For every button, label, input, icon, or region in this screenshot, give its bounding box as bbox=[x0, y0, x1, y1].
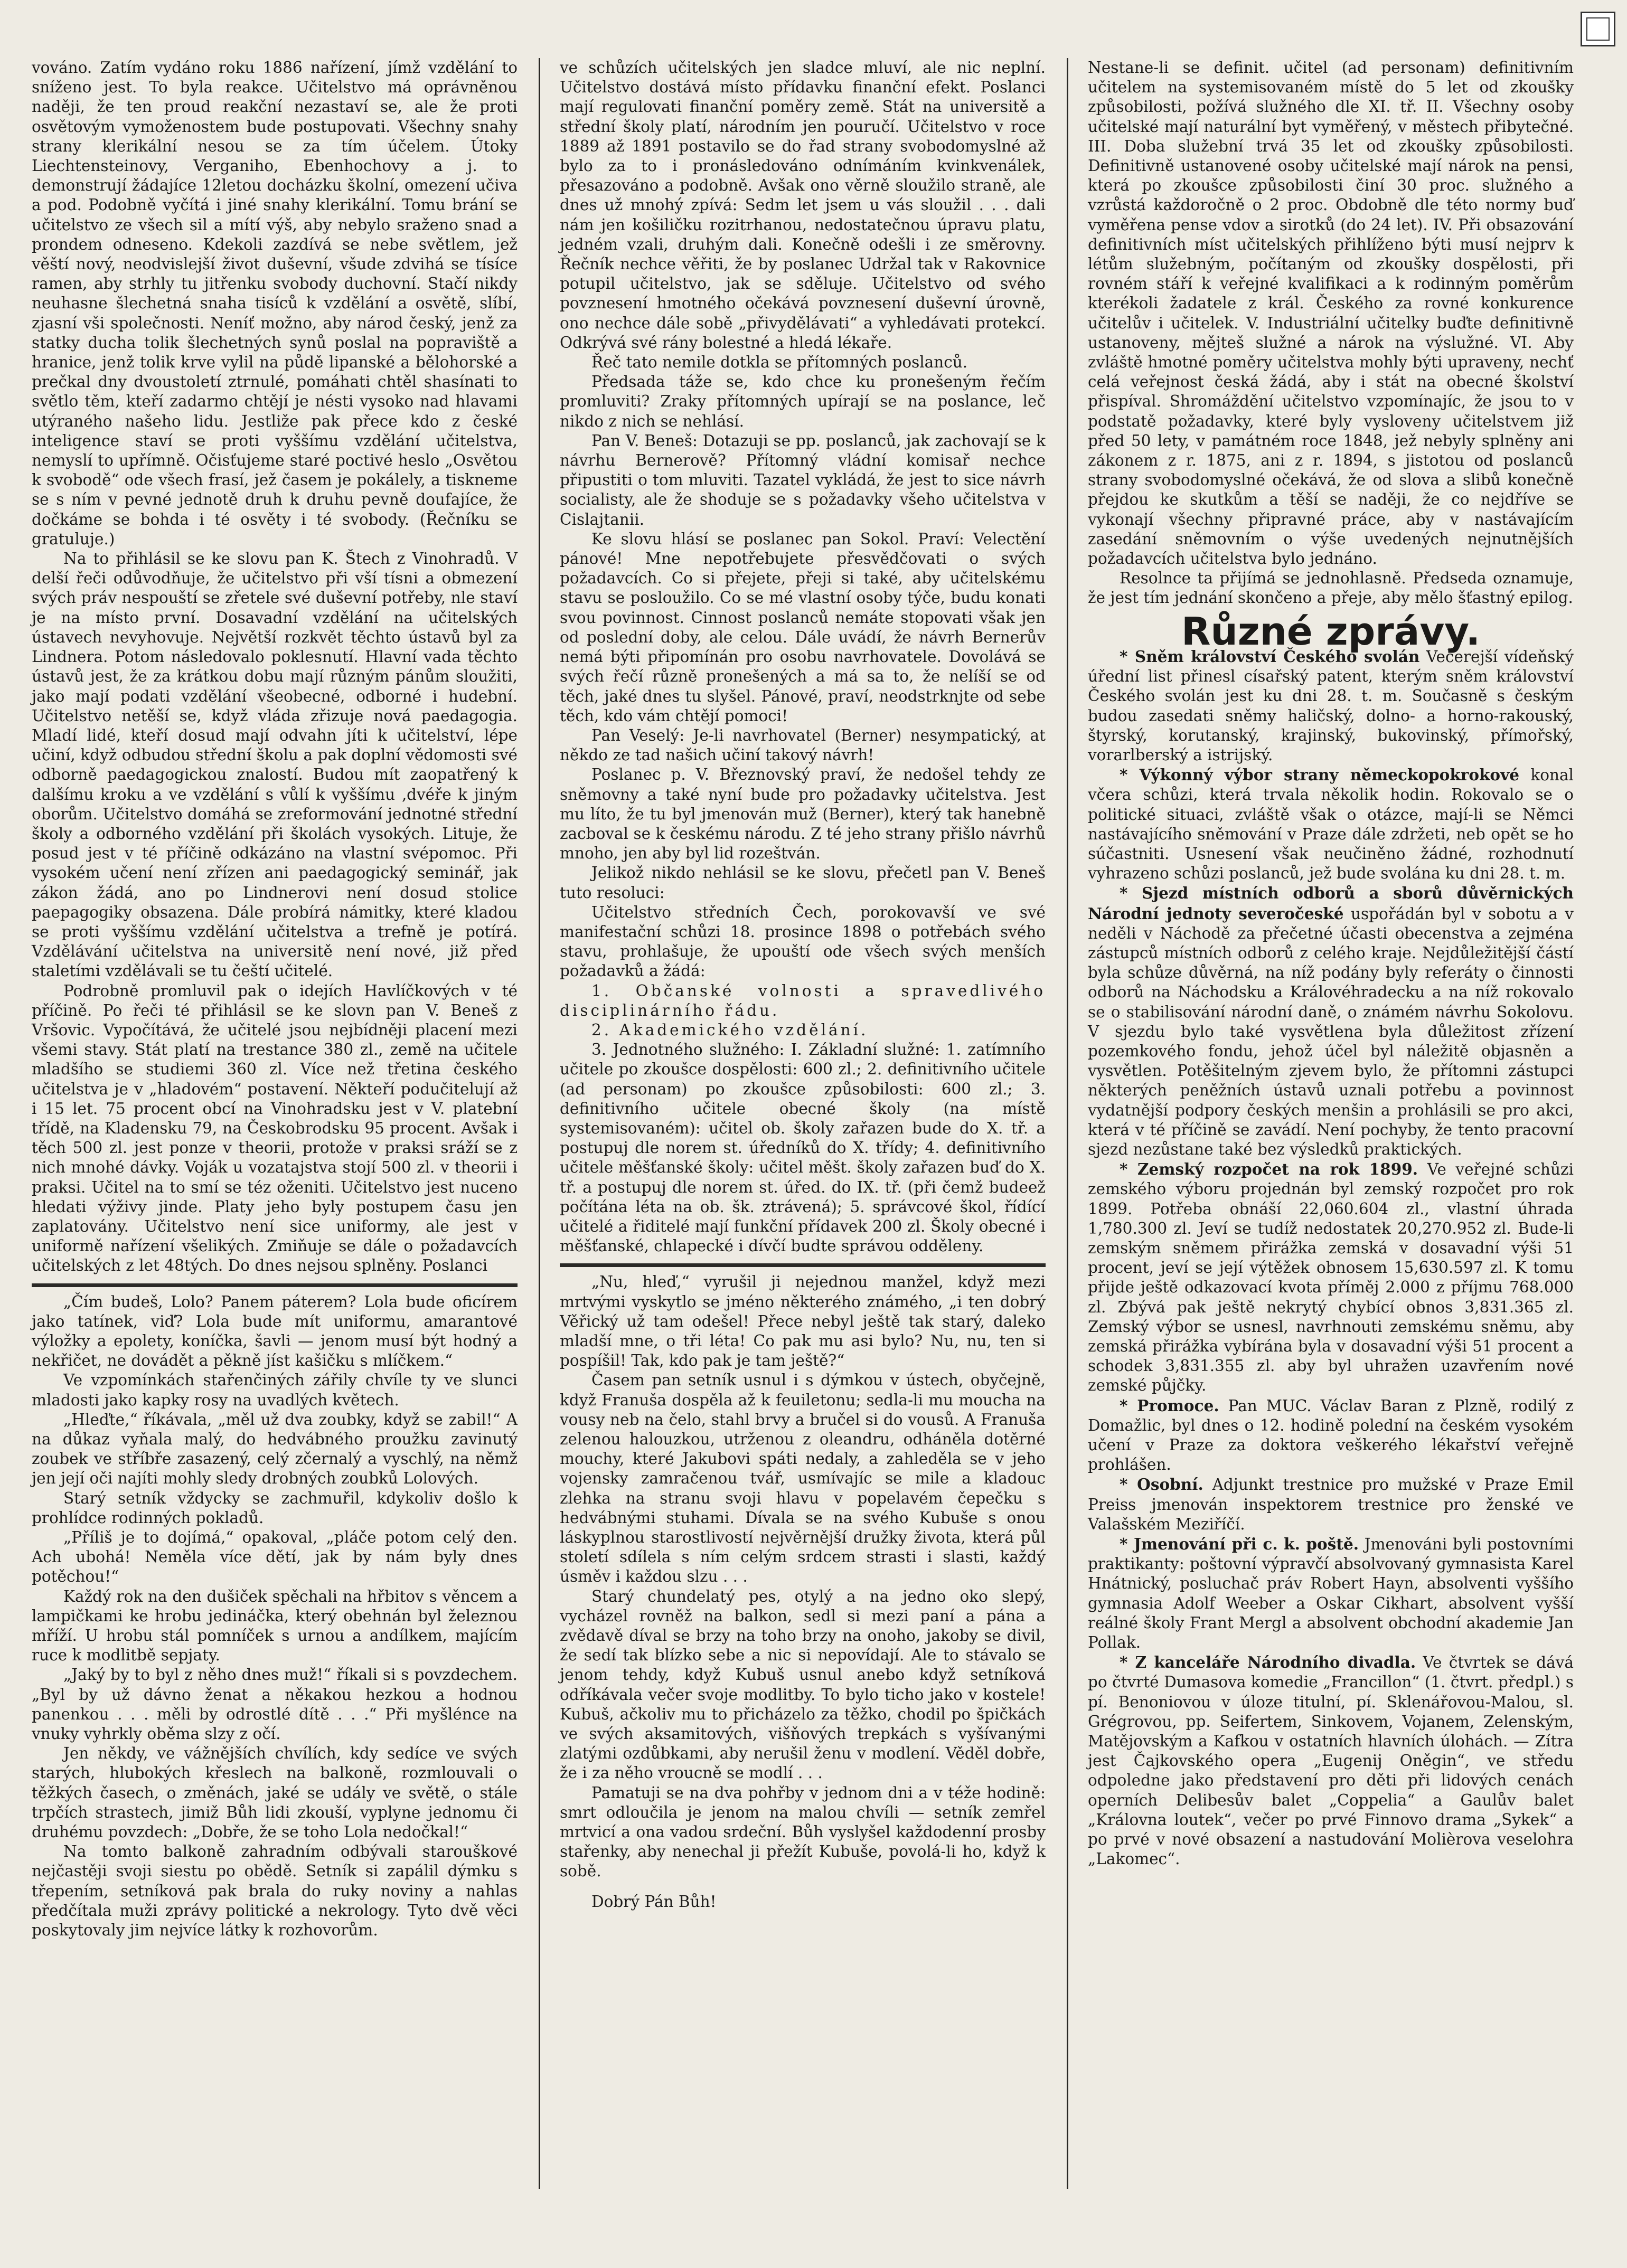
news-item bbox=[1088, 1652, 1574, 1869]
article-paragraph: Na to přihlásil se ke slovu pan K. Štech z Vinohradů. V delší řeči odůvodňuje, že učitelstvo při vší tísni a obmezení svých práv nespouští se zřetele své duševní potřeby, nle staví je na místo první. Dosavadní vzdělání na učitelských ústavech nevyhovuje. Největší rozkvět těchto ústavů byl za Lindnera. Potom následovalo poklesnutí. Hlavní vada těchto ústavů jest, že za krátkou dobu mají různým pánům sloužiti, jako mají podati vzdělání všeobecné, odborné i hudební. Učitelstvo netěší se, když vláda zřizuje nová paedagogia. Mladí lidé, kteří dosud mají odvahn jíti k učitelství, lépe učiní, když odbudou střední školu a pak doplní vědomosti své odborně paedagogickou znalostí. Budou mít zaopatřený k dalšímu kroku a ve vzdělání s vůlí k vyššímu ‚dvéře k jiným oborům. Učitelstvo domáhá se zreformování jednotné střední školy a odborného vzdělání při školách vysokých. Lituje, že posud jest v té příčině odkázáno na vlastní svépomoc. Při vysokém učení není zřízen ani paedagogický seminář, jak zákon žádá, ano po Lindnerovi není dosud stolice paepagogiky obsazena. Dále probírá námitky, které kladou se proti vyššímu vzdělání učitelstva a trefně je potírá. Vzdělávání učitelstva na universitě není nové, již před staletími vzdělávali se tu čeští učitelé. bbox=[32, 550, 518, 980]
feuilleton-paragraph: Starý setník vždycky se zachmuřil, kdykoliv došlo k prohlídce rodinných pokladů. bbox=[32, 1489, 518, 1527]
column-left bbox=[32, 58, 518, 1940]
news-headline: * Zemský rozpočet na rok 1899. bbox=[1120, 1160, 1418, 1179]
article-paragraph: Podrobně promluvil pak o idejích Havlíčkových v té příčině. Po řeči té přihlásil se ke slovn pan V. Beneš z Vršovic. Vypočítává, že učitelé jsou nejbídněji placení mezi všemi stavy. Stát platí na trestance 380 zl., země na učitele mladšího se studiemi 360 zl. Více než třetina českého učitelstva je v „hladovém“ postavení. Někteří podučitelují až i 15 let. 75 procent obcí na Vinohradsku jest v V. platební třídě, na Kladensku 79, na Českobrodsku 95 procent. Avšak i těch 500 zl. jest ponze v theorii, protože v praksi sráží se z nich mnohé dávky. Voják u vozatajstva stojí 500 zl. v theorii i praksi. Učitel na to smí se téz oženiti. Učitelstvo jest nuceno hledati výživy jinde. Platy jeho byly postupem času jen zaplatovány. Učitelstvo není sice uniformy, ale jest v uniformě nařízení všelikých. Zmiňuje se dále o požadavcích učitelských z let 48tých. Do dnes nejsou splněny. Poslanci bbox=[32, 981, 518, 1275]
feuilleton-paragraph: Pamatuji se na dva pohřby v jednom dni a v téže hodině: smrt odloučila je jenom na malou chvíli — setník zemřel mrtvicí a ona vadou srdeční. Bůh vyslyšel každodenní prosby stařenky, aby nenechal ji přežít Kubuše, povolá-li ho, když k sobě. bbox=[560, 1783, 1046, 1880]
article-paragraph: ve schůzích učitelských jen sladce mluví, ale nic neplní. Učitelstvo dostává místo přídavku finanční efekt. Poslanci mají regulovati finanční poměry země. Stát na universitě a střední školy platí, národním jen pouručí. Učitelstvo v roce 1889 až 1891 postavilo se do řad strany svobodomyslné až bylo za to i pronásledováno odnímáním kvinkvenálek, přesazováno a podobně. Avšak ono věrně sloužilo straně, ale dnes už mnohý zpívá: Sedm let jsem u vás sloužil . . . dali nám jen košiličku rozitrhanou, nedostatečnou úpravu platu, jedném vzali, druhým dali. Konečně odešli i ze směrovny. Řečník nechce věřiti, že by poslanec Udržal tak v Rakovnice potupil učitelstvo, jak se sděluje. Učitelstvo od svého povznesení hmotného očekává povznesení duševní úrovně, ono nechce dále sobě „přivydělávati“ a vyhledávati protekcí. Odkrývá své rány bolestné a hledá lékaře. bbox=[560, 59, 1046, 352]
feuilleton-paragraph: Jen někdy, ve vážnějších chvílích, kdy sedíce ve svých starých, hlubokých křeslech na balkoně, rozmlouvali o těžkých časech, o změnách, jaké se udály ve světě, o stále trpčích strastech, jimiž Bůh lidi zkouší, vyplyne jednomu či druhému povzdech: „Dobře, že se toho Lola nedočkal!“ bbox=[32, 1744, 518, 1841]
news-item bbox=[1088, 1534, 1574, 1652]
feuilleton-closing: Dobrý Pán Bůh! bbox=[591, 1892, 717, 1911]
resolution-paragraph: Nestane-li se definit. učitel (ad personam) definitivním učitelem na systemisovaném místě do 5 let od zkoušky způsobilosti, požívá služného dle XI. tř. II. Všechny osoby učitelské mají naturální byt vyměřený, v městech přibytečné. III. Doba služební trvá 35 let od zkoušky způsobilosti. Definitivně ustanovené osoby učitelské mají nárok na pensi, která po zkoušce způsobilosti činí 30 proc. služného a vzrůstá každoročně o 2 proc. Obdobně dle této normy buď vyměřena pense vdov a sirotků (do 24 let). IV. Při obsazování definitivních míst učitelských přihlíženo býti musí nejprv k létům služebným, počítaným od zkoušky dospělosti, při rovném stáří k veřejné kvalifikaci a k rodinným poměrům kterékoli žadatele z král. Českého za rovné konkurence učitelův i učitelek. V. Industriální učitelky buďte definitivně ustanoveny, mějteš služné a nárok na výslužné. VI. Aby zvláště hmotné poměry učitelstva mohly býti upraveny, nechť celá veřejnost česká žádá, aby i stát na obecné školství přispíval. Shromáždění učitelstvo vzpomínajíc, že jsou to v podstatě požadavky, které byly vysloveny učitelstvem již před 50 lety, v památném roce 1848, jež nebyly splněny ani zákonem z r. 1875, ani z r. 1894, s jistotou od poslanců strany svobodomyslné očekává, že od slova a slibů konečně přejdou ke skutkům a těší se naději, že co nejdříve se vykonají všechny připravné práce, aby v nastávajícím zasedání sněmovním o výše uvedených nejnutnějších požadavcích učitelstva bylo jednáno. bbox=[1088, 59, 1574, 568]
news-item bbox=[1088, 1396, 1574, 1475]
news-text: konal včera schůzi, která trvala několik hodin. Rokovalo se o politické situaci, zvláště však o otázce, mají-li se Němci nastávajícího sněmování v Praze dále zdržeti, neb opět se ho súčastniti. Usnesení však neučiněno žádné, rozhodnutí vyhrazeno schůzi poslanců, jež bude svolána ku dni 28. t. m. bbox=[1088, 766, 1574, 883]
resolution-item: 2. Akademického vzdělání. bbox=[591, 1020, 869, 1039]
corner-mark-inner bbox=[1586, 17, 1610, 41]
news-headline: * Výkonný výbor strany německopokrokové bbox=[1120, 766, 1520, 785]
corner-mark bbox=[1581, 12, 1615, 46]
column-right bbox=[1088, 58, 1574, 1869]
resolution-paragraph: Učitelstvo středních Čech, porokovavší ve své manifestační schůzi 18. prosince 1898 o potřebách svého stavu, prohlašuje, že upouští ode všech svých menších požadavků a žádá: bbox=[560, 903, 1046, 980]
news-headline: * Osobní. bbox=[1120, 1475, 1203, 1494]
news-text: Ve veřejné schůzi zemského výboru projednán byl zemský rozpočet pro rok 1899. Potřeba obnáší 22,060.604 zl., vlastní úhrada 1,780.300 zl. Jeví se tudíž nedostatek 20,270.952 zl. Bude-li zemským sněmem přirážka zemská v dosavadní výši 51 procent, jeví se její výtěžek obnosem 15,630.597 zl. K tomu přijde ještě odkazovací kvota příměj 2.000 z příjmu 768.000 zl. Zbývá pak ještě nekrytý chybící obnos 3,831.365 zl. Zemský výbor se usnesl, navrhnouti zemskému sněmu, aby zemská přirážka vybírána byla v dosavadní výši 51 procent a schodek 3,831.355 zl. aby byl uhražen uzavřením nové zemské půjčky. bbox=[1088, 1160, 1574, 1395]
news-text: uspořádán byl v sobotu a v neděli v Náchodě za přečetné účasti obecenstva a zejména zástupců místních odborů z celého kraje. Nejdůležitější částí byla schůze důvěrná, na níž podány byly referáty o činnosti odborů na Náchodsku a Královéhradecku a na níž rokovalo se o stabilisování národní daně, o známém návrhu Sokolovu. V sjezdu bylo také vysvětlena byla důležitost zřízení pozemkového fondu, jehož účel byl náležitě objasněn a vysvětlen. Potěšitelným zjevem bylo, že přítomni zástupci některých peněžních ústavů uznali potřebu a povinnost vydatnější podpory českých menšin a prohlásili se pro akci, která v té příčině se zavádí. Není pochyby, že tento pracovní sjezd nezůstane také bez výsledků praktických. bbox=[1088, 904, 1574, 1158]
news-headline: * Sjezd místních odborů a sborů důvěrnických Národní jednoty severočeské bbox=[1088, 884, 1574, 923]
feuilleton-paragraph: „Hleďte,“ říkávala, „měl už dva zoubky, když se zabil!“ A na důkaz vyňala malý, do hedvábného proužku zavinutý zoubek ve stříbře zasazený, celý zčernalý a vyschlý, na němž jen její oči najíti mohly sledy drobných zoubků Lolových. bbox=[32, 1410, 518, 1488]
article-paragraph: Jelikož nikdo nehlásil se ke slovu, přečetl pan V. Beneš tuto resoluci: bbox=[560, 864, 1046, 902]
column-rule-1 bbox=[539, 58, 540, 2189]
column-middle bbox=[560, 58, 1046, 1912]
news-headline: * Z kanceláře Národního divadla. bbox=[1120, 1653, 1416, 1672]
feuilleton-rule bbox=[32, 1283, 518, 1287]
feuilleton-paragraph: „Jaký by to byl z něho dnes muž!“ říkali si s povzdechem. „Byl by už dávno ženat a někakou hezkou a hodnou panenkou . . . měli by odrostlé dítě . . .“ Při myšlénce na vnuky vyhrkly oběma slzy z očí. bbox=[32, 1666, 518, 1743]
article-paragraph: Ke slovu hlásí se poslanec pan Sokol. Praví: Velectění pánové! Mne nepotřebujete přesvědčovati o svých požadavcích. Co si přejete, přeji si také, aby učitelskému stavu se posloužilo. Co se mé vlastní osoby týče, budu konati svou povinnost. Cinnost poslanců nemáte stopovati však jen od poslední doby, ale celou. Dále uvádí, že návrh Bernerův nemá býti připomínán pro osobu navrhovatele. Dovolává se svých řečí různě pronešených a má sa to, že nelíší se od těch, jaké dnes tu slyšel. Pánové, praví, neodstrknjte od sebe těch, kdo vám chtějí pomoci! bbox=[560, 530, 1046, 725]
news-text: Jmenováni byli postovními praktikanty: poštovní výpravčí absolvovaný gymnasista Karel Hnátnický, posluchač práv Robert Hayn, absolventi vyššího gymnasia Adolf Weeber a Oskar Cikhart, absolvent vyšší reálné školy Frant Mergl a absolvent obchodní akademie Jan Pollak. bbox=[1088, 1535, 1574, 1652]
news-item bbox=[1088, 1475, 1574, 1534]
article-paragraph: Řeč tato nemile dotkla se přítomných poslanců. bbox=[591, 353, 968, 372]
article-paragraph: Pan V. Beneš: Dotazuji se pp. poslanců, jak zachovají se k návrhu Bernerově? Přítomný vládní komisař nechce připustiti o tom mluviti. Tazatel vykládá, že jest to sice návrh socialisty, ale že shoduje se s požadavky všeho učitelstva v Cislajtanii. bbox=[560, 431, 1046, 528]
article-paragraph: vováno. Zatím vydáno roku 1886 nařízení, jímž vzdělání to sníženo jest. To byla reakce. Učitelstvo má oprávněnou naději, že ten proud reakční nezastaví se, ale že proti osvětovým vymoženostem bude postupovati. Všechny snahy strany klerikální nesou se za tím účelem. Útoky Liechtensteinovy, Verganiho, Ebenhochovy a j. to demonstrují žádajíce 12letou docházku školní, omezení učiva a pod. Podobně vyčítá i jiné snahy klerikální. Tomu brání se učitelstvo ze všech sil a mítí výš, aby nebylo sraženo snad a prondem odneseno. Kdekoli zazdívá se nebe světlem, jež věští nový, neodvislejší život duševní, všude zdvihá se tísíce ramen, aby strhly tu jitřenku svobody duchovní. Stačí nikdy neuhasne šlechetná snaha tisíců k vzdělání a osvětě, slíbí, zjasní vši společnosti. Neníť možno, aby národ český, jenž za statky ducha tolik šlechetných synů poslal na popraviště a hranice, jenž tolik krve vylil na půdě lipanské a bělohorské a prečkal dny dvoustoletí ztrnulé, pomáhati chtěl shasínati to světlo těm, kteří zadarmo chtějí je nésti vysoko nad hlavami utýraného našeho lidu. Jestliže pak přece kdo z české inteligence staví se proti vyššímu vzdělání učitelstva, nemyslí to upřímně. Očisťujeme staré poctivé heslo „Osvětou k svobodě“ ode všech frasí, jež časem je pokálely, a tiskneme se s ním v pevné jednotě druh k druhu pevně doufajíce, že dočkáme se bohda i té osvěty i té svobody. (Řečníku se gratuluje.) bbox=[32, 59, 518, 548]
feuilleton-paragraph: „Čím budeš, Lolo? Panem páterem? Lola bude oficírem jako tatínek, viď? Lola bude mít uniformu, amarantové výložky a epolety, koníčka, šavli — jenom musí být hodný a nekřičet, ne dovádět a pěkně jíst kašičku s mlíčkem.“ bbox=[32, 1292, 518, 1370]
news-headline: * Sněm království Českého svolán bbox=[1120, 647, 1420, 666]
news-headline: * Jmenování při c. k. poště. bbox=[1120, 1535, 1359, 1554]
feuilleton-paragraph: Na tomto balkoně zahradním odbývali starouškové nejčastěji svoji siestu po obědě. Setník si zapálil dýmku s třepením, setníková pak brala do ruky noviny a nahlas předčítala muži zprávy politické a nekrology. Tyto dvě věci poskytovaly jim nejvíce látky k rozhovorům. bbox=[32, 1842, 518, 1940]
section-title: Různé zprávy. bbox=[1181, 609, 1480, 654]
news-text: Adjunkt trestnice pro mužské v Praze Emil Preiss jmenován inspektorem trestnice pro ženské ve Valašském Meziříčí. bbox=[1088, 1476, 1574, 1533]
resolution-item: 1. Občanské volnosti a spravedlivého disciplinárního řádu. bbox=[560, 981, 1046, 1019]
news-text: Večerejší vídeňský úřední list přinesl císařský patent, kterým sněm království Českého svolán jest ku dni 28. t. m. Současně s českým budou zasedati sněmy haličský, dolno- a horno-rakouský, štyrský, korutanský, krajinský, bukovinský, přímořský, vorarlberský a istrijský. bbox=[1088, 647, 1574, 764]
resolution-item: 3. Jednotného služného: I. Základní služné: 1. zatímního učitele po zkoušce dospělosti: 600 zl.; 2. definitivního učitele (ad personam) po zkoušce způsobilosti: 600 zl.; 3. definitivního učitele obecné školy (na místě systemisovaném): učitel ob. školy zařazen bude do X. tř. a postupuj dle norem st. úředníků do X. třídy; 4. definitivního učitele měšťanské školy: učitel měšt. školy zařazen buď do X. tř. a postupuj dle norem st. úřed. do IX. tř. (při čemž budeež počítána léta na ob. šk. ztrávená); 5. správcové škol, řídící učitelé a řiditelé mají funkční přídavek 200 zl. Školy obecné i měšťanské, chlapecké i dívčí budte správou odděleny. bbox=[560, 1041, 1046, 1255]
news-item bbox=[1088, 1159, 1574, 1395]
feuilleton-paragraph: Ve vzpomínkách stařenčiných zářily chvíle ty ve slunci mladosti jako kapky rosy na uvadlých květech. bbox=[32, 1371, 518, 1409]
news-text: Pan MUC. Václav Baran z Plzně, rodilý z Domažlic, byl dnes o 12. hodině polední na českém vysokém učení v Praze za doktora veškerého lékařství veřejně prohlášen. bbox=[1088, 1396, 1574, 1474]
feuilleton-paragraph: „Nu, hleď,“ vyrušil ji nejednou manžel, když mezi mrtvými vyskytlo se jméno některého známého, „i ten dobrý Věřický už tam odešel! Přece nebyl ještě tak starý, daleko mladší mne, o tři léta! Co pak mu asi bylo? Nu, nu, ten si pospíšil! Tak, kdo pak je tam ještě?“ bbox=[560, 1273, 1046, 1370]
article-paragraph: Předsada táže se, kdo chce ku pronešeným řečím promluviti? Zraky přítomných upírají se na poslance, leč nikdo z nich se nehlásí. bbox=[560, 373, 1046, 430]
news-item bbox=[1088, 647, 1574, 765]
article-paragraph: Poslanec p. V. Březnovský praví, že nedošel tehdy ze sněmovny a také nyní bude pro požadavky učitelstva. Jest mu líto, že tu byl jmenován muž (Berner), který tak hanebně zacboval se k českému národu. Z té jeho strany přišlo návrhů mnoho, jen aby byl lid rozeštván. bbox=[560, 766, 1046, 863]
column-rule-2 bbox=[1067, 58, 1068, 2189]
article-paragraph: Resolnce ta přijímá se jednohlasně. Předseda oznamuje, že jest tím jednání skončeno a přeje, aby mělo šťastný epilog. bbox=[1088, 569, 1574, 607]
feuilleton-paragraph: „Příliš je to dojímá,“ opakoval, „pláče potom celý den. Ach ubohá! Neměla více dětí, jak by nám byly dnes potěchou!“ bbox=[32, 1528, 518, 1586]
feuilleton-paragraph: Starý chundelatý pes, otylý a na jedno oko slepý, vycházel rovněž na balkon, sedl si mezi paní a pána a zvědavě díval se brzy na toho brzy na onoho, jakoby se divil, že sedí tak blízko sebe a nic si nepovídají. Ale to stávalo se jenom tehdy, když Kubuš usnul anebo když setníková odříkávala večer svoje modlitby. To bylo ticho jako v kostele! Kubuš, ačkoliv mu to přicházelo za těžko, chodil po špičkách ve svých aksamitových, višňových trepkách s vyšívanými zlatými ozdůbkami, aby nerušil ženu v modlení. Věděl dobře, že i za něho vroucně se modlí . . . bbox=[560, 1587, 1046, 1782]
news-item bbox=[1088, 765, 1574, 883]
news-headline: * Promoce. bbox=[1120, 1396, 1219, 1415]
news-text: Ve čtvrtek se dává po čtvrté Dumasova komedie „Francillon“ (1. čtvrt. předpl.) s pí. Benoniovou v úloze titulní, pí. Sklenářovou-Malou, sl. Grégrovou, pp. Seifertem, Sinkovem, Vojanem, Zelenským, Matějovským a Kafkou v ostatních hlavních úlohách. — Zítra jest Čajkovského opera „Eugenij Oněgin“, ve středu odpoledne jako představení pro děti při lidových cenách operních Delibesův balet „Coppelia“ a Gaulův balet „Královna loutek“, večer po prvé Finnovo drama „Sykek“ a po prvé v nové obsazení a nastudování Molièrova veselohra „Lakomec“. bbox=[1088, 1653, 1574, 1868]
article-paragraph: Pan Veselý: Je-li navrhovatel (Berner) nesympatický, at někdo ze tad našich učiní takový návrh! bbox=[560, 726, 1046, 764]
news-item bbox=[1088, 883, 1574, 1159]
feuilleton-paragraph: Každý rok na den dušiček spěchali na hřbitov s věncem a lampičkami ke hrobu jedináčka, který obehnán byl železnou mříží. U hrobu stál pomníček s urnou a andílkem, majícím ruce k modlitbě sepjaty. bbox=[32, 1587, 518, 1665]
feuilleton-rule bbox=[560, 1263, 1046, 1267]
feuilleton-paragraph: Časem pan setník usnul i s dýmkou v ústech, obyčejně, když Franuša dospěla až k feuiletonu; sedla-li mu moucha na vousy neb na čelo, stahl brvy a bručel si do vousů. A Franuša zelenou halouzkou, utrženou z oleandru, odháněla dotěrné mouchy, které Jakubovi spáti nedaly, a zahleděla se v jeho vojensky zamračenou tvář, usmívajíc se mile a kladouc zlehka na stranu svoji hlavu v popelavém čepečku s hedvábnými stuhami. Dívala se na svého Kubuše s onou láskyplnou starostlivostí nejvěrnější družky života, která půl století sdílela s ním celým srdcem strasti i slasti, každý úsměv i každou slzu . . . bbox=[560, 1371, 1046, 1586]
